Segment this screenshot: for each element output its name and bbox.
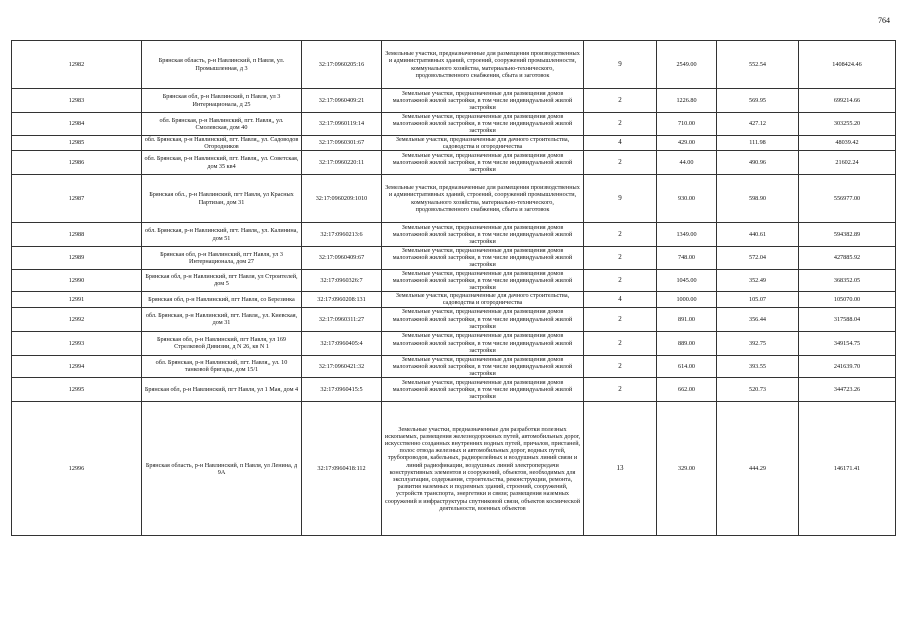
use-group-cell: 2 [584, 378, 657, 402]
use-group-cell: 4 [584, 292, 657, 307]
address-cell: Брянская обл., р-н Навлинский, пгт Навля, ул Красных Партизан, дом 31 [142, 175, 302, 223]
row-number: 12986 [12, 151, 142, 175]
table-row [12, 151, 896, 175]
area-cell: 889.00 [657, 331, 717, 355]
use-group-cell: 2 [584, 355, 657, 378]
area-cell: 748.00 [657, 247, 717, 270]
specific-value-cell: 440.61 [717, 223, 799, 247]
table-row [12, 402, 896, 536]
area-cell: 662.00 [657, 378, 717, 402]
cadastral-value-cell: 21602.24 [799, 151, 896, 175]
cadastral-number-cell: 32:17:0960326:7 [302, 269, 382, 292]
address-cell: обл. Брянская, р-н Навлинский, пгт. Навля,, ул. Садоводов Огородников [142, 135, 302, 150]
row-number: 12996 [12, 402, 142, 536]
land-use-cell: Земельные участки, предназначенные для размещения домов малоэтажной жилой застройки, в том числе индивидуальной жилой застройки [382, 89, 584, 113]
address-cell: обл. Брянская, р-н Навлинский, пгт. Навля,, ул. Калинина, дом 51 [142, 223, 302, 247]
cadastral-value-cell: 556977.00 [799, 175, 896, 223]
land-use-cell: Земельные участки, предназначенные для размещения домов малоэтажной жилой застройки, в том числе индивидуальной жилой застройки [382, 355, 584, 378]
cadastral-number-cell: 32:17:0960209:1010 [302, 175, 382, 223]
specific-value-cell: 569.95 [717, 89, 799, 113]
table-row [12, 135, 896, 150]
use-group-cell: 2 [584, 223, 657, 247]
address-cell: Брянская область, р-н Навлинский, п Навля, ул Ленина, д 9А [142, 402, 302, 536]
specific-value-cell: 490.96 [717, 151, 799, 175]
land-use-cell: Земельные участки, предназначенные для разработки полезных ископаемых, размещения железнодорожных путей, автомобильных дорог, искусственно созданных внутренних водных путей, причалов, пристаней, полос отвода железных и автомобильных дорог, водных путей, трубопроводов, кабельных, радиорелейных и воздушных линий связи и линий радиофикации, воздушных линий электропередачи конструктивных элементов и сооружений, объектов, необходимых для эксплуатации, содержания, строительства, реконструкции, ремонта, развития наземных и подземных зданий, строений, сооружений, устройств транспорта, энергетики и связи; размещения наземных сооружений и инфраструктуры спутниковой связи, объектов космической деятельности, военных объектов [382, 402, 584, 536]
table-row [12, 247, 896, 270]
row-number: 12995 [12, 378, 142, 402]
area-cell: 44.00 [657, 151, 717, 175]
cadastral-number-cell: 32:17:0960220:11 [302, 151, 382, 175]
land-use-cell: Земельные участки, предназначенные для размещения домов малоэтажной жилой застройки, в том числе индивидуальной жилой застройки [382, 307, 584, 331]
table-row [12, 307, 896, 331]
cadastral-number-cell: 32:17:0960405:4 [302, 331, 382, 355]
table-body [12, 41, 896, 536]
cadastral-value-cell: 317588.04 [799, 307, 896, 331]
row-number: 12982 [12, 41, 142, 89]
specific-value-cell: 105.07 [717, 292, 799, 307]
specific-value-cell: 520.73 [717, 378, 799, 402]
table-row [12, 292, 896, 307]
table-row [12, 113, 896, 136]
specific-value-cell: 444.29 [717, 402, 799, 536]
address-cell: Брянская обл, р-н Навлинский, п Навля, ул 3 Интернационала, д 25 [142, 89, 302, 113]
area-cell: 429.00 [657, 135, 717, 150]
specific-value-cell: 598.90 [717, 175, 799, 223]
land-use-cell: Земельные участки, предназначенные для дачного строительства, садоводства и огородничества [382, 135, 584, 150]
cadastral-number-cell: 32:17:0960213:6 [302, 223, 382, 247]
cadastral-number-cell: 32:17:0960208:131 [302, 292, 382, 307]
row-number: 12984 [12, 113, 142, 136]
use-group-cell: 2 [584, 307, 657, 331]
cadastral-value-cell: 146171.41 [799, 402, 896, 536]
table-row [12, 378, 896, 402]
row-number: 12985 [12, 135, 142, 150]
address-cell: Брянская обл, р-н Навлинский, пгт Навля, ул 1 Мая, дом 4 [142, 378, 302, 402]
table-row [12, 331, 896, 355]
cadastral-value-cell: 427885.92 [799, 247, 896, 270]
address-cell: Брянская обл, р-н Навлинский, пгт Навля, ул 169 Стрелковой Дивизии, д N 26, кв N 1 [142, 331, 302, 355]
cadastral-number-cell: 32:17:0960301:67 [302, 135, 382, 150]
cadastral-value-cell: 368352.05 [799, 269, 896, 292]
land-use-cell: Земельные участки, предназначенные для размещения домов малоэтажной жилой застройки, в том числе индивидуальной жилой застройки [382, 151, 584, 175]
specific-value-cell: 393.55 [717, 355, 799, 378]
area-cell: 614.00 [657, 355, 717, 378]
area-cell: 1226.80 [657, 89, 717, 113]
address-cell: Брянская обл, р-н Навлинский, пгт Навля, ул 3 Интернационала, дом 27 [142, 247, 302, 270]
area-cell: 710.00 [657, 113, 717, 136]
cadastral-value-cell: 594382.89 [799, 223, 896, 247]
use-group-cell: 2 [584, 113, 657, 136]
cadastral-number-cell: 32:17:0960409:67 [302, 247, 382, 270]
land-use-cell: Земельные участки, предназначенные для размещения домов малоэтажной жилой застройки, в том числе индивидуальной жилой застройки [382, 378, 584, 402]
cadastral-value-cell: 699214.66 [799, 89, 896, 113]
cadastral-value-cell: 303255.20 [799, 113, 896, 136]
table-row [12, 89, 896, 113]
address-cell: обл. Брянская, р-н Навлинский, пгт. Навля,, ул. Киевская, дом 31 [142, 307, 302, 331]
land-use-cell: Земельные участки, предназначенные для дачного строительства, садоводства и огородничества [382, 292, 584, 307]
specific-value-cell: 392.75 [717, 331, 799, 355]
row-number: 12993 [12, 331, 142, 355]
cadastral-number-cell: 32:17:0960418:112 [302, 402, 382, 536]
use-group-cell: 9 [584, 41, 657, 89]
area-cell: 930.00 [657, 175, 717, 223]
use-group-cell: 2 [584, 89, 657, 113]
address-cell: Брянская обл, р-н Навлинский, пгт Навля, со Березинка [142, 292, 302, 307]
address-cell: обл. Брянская, р-н Навлинский, пгт. Навля,, ул. 10 танковой бригады, дом 15/1 [142, 355, 302, 378]
specific-value-cell: 552.54 [717, 41, 799, 89]
row-number: 12987 [12, 175, 142, 223]
use-group-cell: 9 [584, 175, 657, 223]
cadastral-value-cell: 241639.70 [799, 355, 896, 378]
cadastral-value-cell: 349154.75 [799, 331, 896, 355]
land-use-cell: Земельные участки, предназначенные для размещения домов малоэтажной жилой застройки, в том числе индивидуальной жилой застройки [382, 223, 584, 247]
specific-value-cell: 356.44 [717, 307, 799, 331]
land-use-cell: Земельные участки, предназначенные для размещения домов малоэтажной жилой застройки, в том числе индивидуальной жилой застройки [382, 331, 584, 355]
cadastral-number-cell: 32:17:0960409:21 [302, 89, 382, 113]
use-group-cell: 2 [584, 151, 657, 175]
area-cell: 1000.00 [657, 292, 717, 307]
cadastral-value-cell: 1408424.46 [799, 41, 896, 89]
row-number: 12992 [12, 307, 142, 331]
address-cell: обл. Брянская, р-н Навлинский, пгт. Навля,, ул. Советская, дом 35 кв4 [142, 151, 302, 175]
cadastral-value-cell: 48039.42 [799, 135, 896, 150]
use-group-cell: 2 [584, 331, 657, 355]
specific-value-cell: 572.04 [717, 247, 799, 270]
land-use-cell: Земельные участки, предназначенные для размещения домов малоэтажной жилой застройки, в том числе индивидуальной жилой застройки [382, 247, 584, 270]
address-cell: Брянская обл, р-н Навлинский, пгт Навля, ул Строителей, дом 5 [142, 269, 302, 292]
cadastral-number-cell: 32:17:0960119:14 [302, 113, 382, 136]
cadastral-value-cell: 105070.00 [799, 292, 896, 307]
use-group-cell: 2 [584, 269, 657, 292]
row-number: 12983 [12, 89, 142, 113]
land-use-cell: Земельные участки, предназначенные для размещения производственных и административных зданий, строений, сооружений промышленности, коммунального хозяйства, материально-технического, продовольственного снабжения, сбыта и заготовок [382, 41, 584, 89]
row-number: 12990 [12, 269, 142, 292]
cadastral-number-cell: 32:17:0960415:5 [302, 378, 382, 402]
page-number: 764 [878, 16, 890, 25]
area-cell: 2549.00 [657, 41, 717, 89]
specific-value-cell: 111.98 [717, 135, 799, 150]
cadastral-number-cell: 32:17:0960311:27 [302, 307, 382, 331]
address-cell: Брянская область, р-н Навлинский, п Навля, ул. Промышленная, д 3 [142, 41, 302, 89]
use-group-cell: 2 [584, 247, 657, 270]
area-cell: 1349.00 [657, 223, 717, 247]
use-group-cell: 4 [584, 135, 657, 150]
table-row [12, 223, 896, 247]
cadastral-number-cell: 32:17:0960421:32 [302, 355, 382, 378]
land-use-cell: Земельные участки, предназначенные для размещения домов малоэтажной жилой застройки, в том числе индивидуальной жилой застройки [382, 113, 584, 136]
area-cell: 1045.00 [657, 269, 717, 292]
area-cell: 329.00 [657, 402, 717, 536]
land-use-cell: Земельные участки, предназначенные для размещения производственных и административных зданий, строений, сооружений промышленности, коммунального хозяйства, материально-технического, продовольственного снабжения, сбыта и заготовок [382, 175, 584, 223]
specific-value-cell: 427.12 [717, 113, 799, 136]
use-group-cell: 13 [584, 402, 657, 536]
area-cell: 891.00 [657, 307, 717, 331]
table-row [12, 41, 896, 89]
table-row [12, 175, 896, 223]
cadastral-value-cell: 344723.26 [799, 378, 896, 402]
table-row [12, 355, 896, 378]
land-use-cell: Земельные участки, предназначенные для размещения домов малоэтажной жилой застройки, в том числе индивидуальной жилой застройки [382, 269, 584, 292]
row-number: 12994 [12, 355, 142, 378]
specific-value-cell: 352.49 [717, 269, 799, 292]
cadastral-number-cell: 32:17:0960205:16 [302, 41, 382, 89]
row-number: 12991 [12, 292, 142, 307]
row-number: 12989 [12, 247, 142, 270]
land-registry-table [11, 40, 896, 536]
row-number: 12988 [12, 223, 142, 247]
address-cell: обл. Брянская, р-н Навлинский, пгт. Навля,, ул. Смолевская, дом 40 [142, 113, 302, 136]
table-row [12, 269, 896, 292]
